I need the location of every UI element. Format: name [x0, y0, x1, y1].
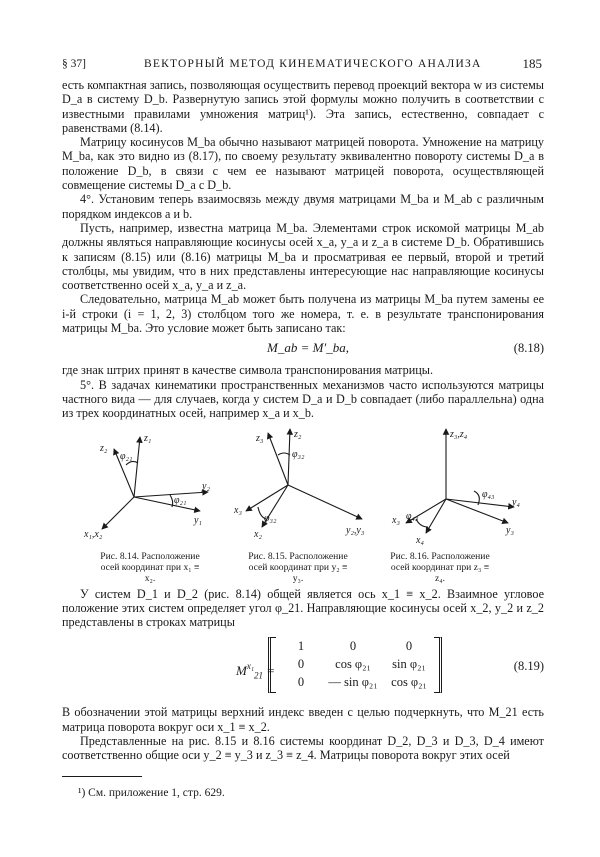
- fig2-label-x2: x₂: [254, 528, 262, 540]
- matrix-cell-r3c2: — sin φ₂₁: [328, 675, 378, 690]
- footnote-rule: [62, 776, 142, 777]
- matrix-cell-r2c1: 0: [297, 657, 305, 672]
- figure-8-14-axes: [102, 437, 208, 529]
- figure-8-15-caption: Рис. 8.15. Расположение осей координат при y₂ ≡ y₃.: [248, 550, 348, 584]
- matrix-number: (8.19): [513, 659, 544, 674]
- fig3-label-x3: x₃: [392, 514, 400, 526]
- fig1-label-x1x2: x₁,x₂: [84, 528, 103, 540]
- paragraph-6: где знак штрих принят в качестве символа транспонирования матрицы.: [62, 363, 434, 378]
- matrix-cell-r2c2: cos φ₂₁: [335, 657, 371, 672]
- matrix-8-19: [62, 633, 544, 701]
- figure-8-16-caption: Рис. 8.16. Расположение осей координат при z₃ ≡ z₄.: [390, 550, 490, 584]
- fig3-label-y4: y₄: [512, 496, 520, 508]
- page-body: [62, 78, 544, 763]
- fig1-label-z1: z₁: [144, 432, 152, 444]
- fig1-label-y2: y₂: [202, 480, 210, 492]
- figure-8-16-axes: [406, 429, 514, 533]
- paragraph-5: Следовательно, матрица M_ab может быть получена из матрицы M_ba путем замены ее i-й строки (i = 1, 2, 3) столбцом того же номера, т. е. в результате транспонирования матрицы M_ba. Это условие может быть записано так:: [62, 292, 544, 336]
- fig3-label-y3: y₃: [506, 524, 514, 536]
- matrix-right-bracket: [434, 637, 442, 693]
- matrix-cell-r1c2: 0: [349, 639, 357, 654]
- fig1-label-phi-top: φ₂₁: [120, 450, 133, 462]
- formula-8-18: [62, 337, 544, 361]
- running-header: [62, 56, 542, 74]
- matrix-cell-r1c3: 0: [405, 639, 413, 654]
- fig3-label-phi-side: φ₄₃: [482, 488, 495, 500]
- matrix-cell-r3c3: cos φ₂₁: [391, 675, 427, 690]
- paragraph-2: Матрицу косинусов M_ba обычно называют матрицей поворота. Умножение на матрицу M_ba, как это видно из (8.17), по своему результату эквивалентно повороту системы D_a в положение D_b, в связи с чем ее называют матрицей поворота, осуществляющей совмещение системы D_a с D_b.: [62, 135, 544, 193]
- matrix-symbol: M: [236, 663, 247, 679]
- formula-number: (8.18): [513, 341, 544, 356]
- paragraph-9: В обозначении этой матрицы верхний индекс введен с целью подчеркнуть, что M_21 есть матрица поворота вокруг оси x_1 ≡ x_2.: [62, 705, 544, 734]
- fig2-label-y2y3: y₂,y₃: [346, 524, 365, 536]
- matrix-subscript: 21: [253, 671, 263, 682]
- fig3-label-phi-low: φ₄₃: [406, 510, 419, 522]
- fig2-label-phi-low: φ₃₂: [264, 512, 277, 524]
- matrix-cell-r1c1: 1: [297, 639, 305, 654]
- fig3-label-x4: x₄: [416, 534, 424, 546]
- page-number: 185: [522, 56, 542, 71]
- paragraph-1: есть компактная запись, позволяющая осуществить перевод проекций вектора w из системы D_a в систему D_b. Развернутую запись этой формулы можно получить в соответствии с известными правилами умножения матриц¹). Эта запись, естественно, совпадает с равенствами (8.14).: [62, 78, 544, 135]
- matrix-cell-r3c1: 0: [297, 675, 305, 690]
- chapter-title: ВЕКТОРНЫЙ МЕТОД КИНЕМАТИЧЕСКОГО АНАЛИЗА: [144, 58, 482, 70]
- paragraph-7: 5°. В задачах кинематики пространственных механизмов часто используются матрицы частного вида — для случаев, когда у систем D_a и D_b совпадает (либо параллельна) одна из трех координатных осей, например x_a и x_b.: [62, 377, 544, 421]
- fig3-label-z3z4: z₃,z₄: [450, 428, 468, 440]
- formula-expression: M_ab = M′_ba,: [267, 340, 350, 356]
- fig1-label-phi-side: φ₂₁: [174, 494, 187, 506]
- paragraph-10: Представленные на рис. 8.15 и 8.16 системы координат D_2, D_3 и D_3, D_4 имеют соответственно общие оси y_2 ≡ y_3 и z_3 ≡ z_4. Матрицы поворота вокруг этих осей: [62, 734, 544, 763]
- fig2-label-z3: z₃: [256, 432, 264, 444]
- section-number: § 37]: [62, 58, 86, 70]
- fig1-label-z2: z₂: [100, 442, 108, 454]
- fig2-label-phi-top: φ₃₂: [292, 448, 305, 460]
- footnote: ¹) См. приложение 1, стр. 629.: [78, 787, 225, 799]
- figure-8-14-caption: Рис. 8.14. Расположение осей координат при x₁ ≡ x₂.: [100, 550, 200, 584]
- fig2-label-z2: z₂: [294, 428, 302, 440]
- matrix-superscript: x₁: [246, 661, 254, 672]
- matrix-cell-r2c3: sin φ₂₁: [392, 657, 426, 672]
- matrix-equals: =: [266, 663, 275, 679]
- paragraph-4: Пусть, например, известна матрица M_ba. Элементами строк искомой матрицы M_ab должны являться направляющие косинусы осей x_a, y_a и z_a в системе D_b. Обратившись к записям (8.15) или (8.16) матрицы M_ba и просматривая ее первый, второй и третий столбцы, мы увидим, что в них представлены интересующие нас направляющие косинусы соответственно осей x_a, y_a и z_a.: [62, 220, 544, 293]
- fig2-label-x3: x₃: [234, 504, 242, 516]
- paragraph-8: У систем D_1 и D_2 (рис. 8.14) общей является ось x_1 ≡ x_2. Взаимное угловое положение этих систем определяет угол φ_21. Направляющие косинусы осей x_2, y_2 и z_2 представлены в строках матрицы: [62, 586, 544, 630]
- fig1-label-y1: y₁: [194, 514, 202, 526]
- paragraph-3: 4°. Установим теперь взаимосвязь между двумя матрицами M_ba и M_ab с различным порядком индексов a и b.: [62, 192, 544, 221]
- figures-row: [62, 427, 544, 587]
